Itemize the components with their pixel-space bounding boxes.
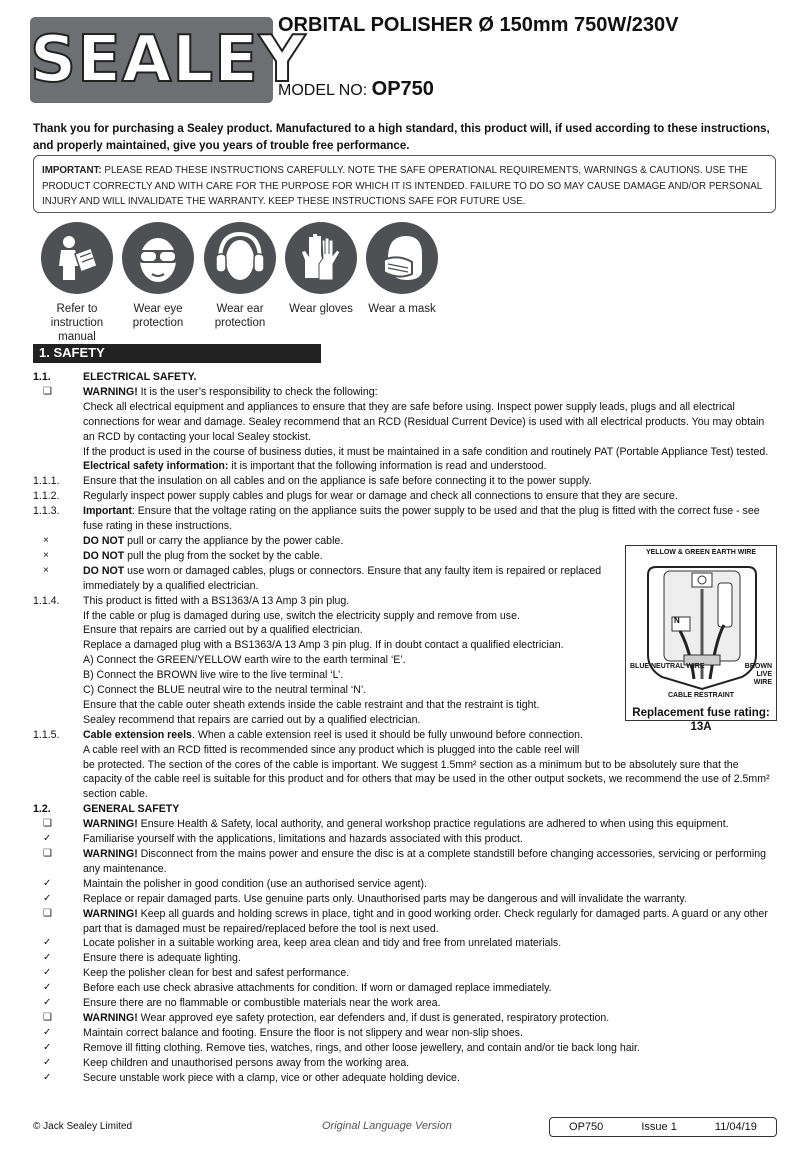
line-text: . When a cable extension reel is used it should be fully unwound before connection. <box>191 728 583 741</box>
section-heading-safety: 1. SAFETY <box>33 344 321 363</box>
line-text: Keep the polisher clean for best and safest performance. <box>83 967 350 980</box>
line-text: B) Connect the BROWN live wire to the live terminal ‘L’. <box>83 669 344 682</box>
ppe-manual <box>37 222 117 344</box>
logo-text: SEALEY <box>30 23 307 97</box>
item-number: 1.1.2. <box>33 490 60 503</box>
line-text: Keep all guards and holding screws in place, tight and in good working order. Check regularly for damaged parts. A guard or any other part that is damaged must be repaired/replaced before the tool is next used. <box>83 907 768 935</box>
instruction-line <box>33 698 611 713</box>
lead-text: Cable extension reels <box>83 728 192 741</box>
lead-text: WARNING! <box>83 907 138 920</box>
instruction-line <box>33 623 611 638</box>
instruction-line <box>33 758 777 803</box>
line-text: GENERAL SAFETY <box>83 803 180 816</box>
line-text: Sealey recommend that repairs are carried out by a qualified electrician. <box>83 713 421 726</box>
instruction-line <box>33 459 777 474</box>
line-text: It is the user’s responsibility to check the following: <box>137 385 378 398</box>
instruction-line <box>33 907 777 937</box>
section-subheading <box>33 370 777 385</box>
item-number: 1.1.4. <box>33 594 60 607</box>
instruction-line <box>33 385 777 400</box>
checkbox-icon: ❑ <box>43 818 52 830</box>
checkbox-icon: ❑ <box>43 385 52 397</box>
line-text: If the product is used in the course of business duties, it must be maintained in a safe condition and routinely PAT (Portable Appliance Test) tested. <box>83 445 769 458</box>
ppe-gloves <box>281 222 361 316</box>
instruction-line <box>33 713 611 728</box>
ppe-icons <box>37 222 457 342</box>
line-text: it is important that the following information is read and understood. <box>228 460 547 473</box>
footer-version: Original Language Version <box>322 1120 452 1132</box>
ppe-eye <box>118 222 198 330</box>
check-icon: ✓ <box>43 982 52 994</box>
item-number: 1.2. <box>33 803 51 816</box>
line-text: Ensure there are no flammable or combustible materials near the work area. <box>83 997 441 1010</box>
checkbox-icon: ❑ <box>43 1011 52 1023</box>
instruction-line <box>33 400 777 445</box>
gloves-icon <box>285 222 357 294</box>
line-text: pull the plug from the socket by the cable. <box>124 549 323 562</box>
instruction-line <box>33 1011 777 1026</box>
instruction-line <box>33 564 611 594</box>
line-text: Wear approved eye safety protection, ear defenders and, if dust is generated, respiratory protection. <box>137 1011 610 1024</box>
model-label: MODEL NO: <box>278 82 372 99</box>
check-icon: ✓ <box>43 1056 52 1068</box>
plug-wiring-diagram <box>625 545 777 733</box>
svg-text:N: N <box>674 616 680 625</box>
instruction-line <box>33 1041 777 1056</box>
cable-restraint-label: CABLE RESTRAINT <box>667 692 735 699</box>
fuse-rating-caption: Replacement fuse rating: 13A <box>632 707 770 733</box>
cross-icon: × <box>43 564 49 576</box>
instruction-line <box>33 549 611 564</box>
line-text: Keep children and unauthorised persons away from the working area. <box>83 1056 410 1069</box>
line-text: If the cable or plug is damaged during use, switch the electricity supply and remove from use. <box>83 609 520 622</box>
footer-model: OP750 <box>569 1121 604 1133</box>
instruction-line <box>33 892 777 907</box>
lead-text: DO NOT <box>83 549 125 562</box>
check-icon: ✓ <box>43 877 52 889</box>
important-text: PLEASE READ THESE INSTRUCTIONS CAREFULLY. NOTE THE SAFE OPERATIONAL REQUIREMENTS, WARNINGS & CAUTIONS. USE THE PRODUCT CORRECTLY AND WITH CARE FOR THE PURPOSE FOR WHICH IT IS INTENDED. FAILURE TO DO SO MAY CAUSE DAMAGE AND/OR PERSONAL INJURY AND WILL INVALIDATE THE WARRANTY. KEEP THESE INSTRUCTIONS SAFE FOR FUTURE USE. <box>42 165 762 207</box>
instruction-line <box>33 936 777 951</box>
check-icon: ✓ <box>43 1041 52 1053</box>
model-number <box>278 78 434 101</box>
footer-date: 11/04/19 <box>714 1121 757 1133</box>
intro-thanks: Thank you for purchasing a Sealey product. Manufactured to a high standard, this product will, if used according to these instructions, and properly maintained, give you years of trouble free performance. <box>33 123 770 152</box>
ppe-label: Refer to instruction manual <box>50 303 104 343</box>
line-text: C) Connect the BLUE neutral wire to the neutral terminal ‘N’. <box>83 684 367 697</box>
check-icon: ✓ <box>43 937 52 949</box>
lead-text: WARNING! <box>83 385 138 398</box>
ppe-label: Wear a mask <box>368 303 436 315</box>
ppe-mask <box>362 222 442 316</box>
footer-copyright: © Jack Sealey Limited <box>33 1121 133 1132</box>
cross-icon: × <box>43 549 49 561</box>
ppe-label: Wear ear protection <box>214 303 266 329</box>
ppe-label: Wear eye protection <box>132 303 184 329</box>
line-text: Check all electrical equipment and appliances to ensure that they are safe before using. Inspect power supply leads, plugs and all electrical connections for wear and damage. Sealey recommend that an RCD (Residual Current Device) is used with all electrical products. You may obtain an RCD by contacting your local Sealey stockist. <box>83 400 765 443</box>
line-text: Replace a damaged plug with a BS1363/A 13 Amp 3 pin plug. If in doubt contact a qualified electrician. <box>83 639 564 652</box>
instruction-line <box>33 743 611 758</box>
line-text: Maintain the polisher in good condition (use an authorised service agent). <box>83 877 427 890</box>
product-title: ORBITAL POLISHER Ø 150mm 750W/230V <box>278 14 679 36</box>
ppe-ear <box>200 222 280 330</box>
line-text: Ensure Health & Safety, local authority, and general workshop practice regulations are adhered to when using this equipment. <box>137 818 729 831</box>
lead-text: Important <box>83 505 132 518</box>
lead-text: DO NOT <box>83 564 125 577</box>
model-value: OP750 <box>371 78 434 100</box>
instruction-line <box>33 832 777 847</box>
ppe-label: Wear gloves <box>289 303 353 315</box>
instruction-line <box>33 1026 777 1041</box>
item-number: 1.1. <box>33 371 51 383</box>
line-text: Locate polisher in a suitable working area, keep area clean and tidy and free from unrelated materials. <box>83 937 562 950</box>
lead-text: WARNING! <box>83 1011 138 1024</box>
instruction-line <box>33 474 777 489</box>
check-icon: ✓ <box>43 1071 52 1083</box>
check-icon: ✓ <box>43 967 52 979</box>
line-text: ELECTRICAL SAFETY. <box>83 371 197 383</box>
check-icon: ✓ <box>43 833 52 845</box>
line-text: Ensure that repairs are carried out by a qualified electrician. <box>83 624 363 637</box>
line-text: use worn or damaged cables, plugs or connectors. Ensure that any faulty item is repaired or replaced immediately by a qualified electrician. <box>83 564 602 592</box>
instruction-line <box>33 653 611 668</box>
line-text: Ensure that the insulation on all cables and on the appliance is safe before connecting it to the power supply. <box>83 475 592 488</box>
goggles-icon <box>122 222 194 294</box>
instruction-line <box>33 817 777 832</box>
line-text: Replace or repair damaged parts. Use genuine parts only. Unauthorised parts may be dangerous and will invalidate the warranty. <box>83 892 687 905</box>
important-notice <box>33 155 776 213</box>
line-text: Familiarise yourself with the applications, limitations and hazards associated with this product. <box>83 833 523 846</box>
line-text: Remove ill fitting clothing. Remove ties, watches, rings, and other loose jewellery, and contain and/or tie back long hair. <box>83 1041 640 1054</box>
instruction-line <box>33 981 777 996</box>
instruction-line <box>33 683 611 698</box>
ear-defenders-icon <box>204 222 276 294</box>
instruction-line <box>33 966 777 981</box>
section-subheading <box>33 802 777 817</box>
line-text: Maintain correct balance and footing. Ensure the floor is not slippery and wear non-slip shoes. <box>83 1026 523 1039</box>
check-icon: ✓ <box>43 952 52 964</box>
line-text: Ensure there is adequate lighting. <box>83 952 241 965</box>
line-text: pull or carry the appliance by the power cable. <box>124 534 344 547</box>
mask-icon <box>366 222 438 294</box>
live-wire-label: BROWN LIVE WIRE <box>744 663 772 686</box>
footer-model-box <box>549 1117 777 1137</box>
instruction-line <box>33 1056 777 1071</box>
lead-text: Electrical safety information: <box>83 460 229 473</box>
line-text: This product is fitted with a BS1363/A 13 Amp 3 pin plug. <box>83 594 350 607</box>
instruction-line <box>33 609 611 624</box>
line-text: Ensure that the cable outer sheath extends inside the cable restraint and that the restraint is tight. <box>83 698 540 711</box>
instruction-line <box>33 594 611 609</box>
instruction-line <box>33 668 611 683</box>
instruction-line <box>33 1071 777 1086</box>
instruction-line <box>33 489 777 504</box>
instruction-line <box>33 847 777 877</box>
instruction-line <box>33 638 611 653</box>
instruction-line <box>33 728 611 743</box>
instruction-line <box>33 951 777 966</box>
lead-text: DO NOT <box>83 534 125 547</box>
instruction-line <box>33 996 777 1011</box>
checkbox-icon: ❑ <box>43 907 52 919</box>
line-text: Before each use check abrasive attachments for condition. If worn or damaged replace immediately. <box>83 982 552 995</box>
line-text: A cable reel with an RCD fitted is recommended since any product which is plugged into the cable reel will <box>83 743 580 756</box>
lead-text: WARNING! <box>83 818 138 831</box>
neutral-wire-label: BLUE NEUTRAL WIRE <box>630 663 705 670</box>
lead-text: WARNING! <box>83 848 138 860</box>
check-icon: ✓ <box>43 997 52 1009</box>
line-text: be protected. The section of the cores of the cable is important. We suggest 1.5mm² section as a minimum but to be absolutely sure that the capacity of the cable reel is suitable for this product and for others that may be used in the other output sockets, we recommend the use of 2.5mm² section cable. <box>83 758 770 801</box>
instruction-line <box>33 534 611 549</box>
important-label: IMPORTANT: <box>42 165 102 176</box>
line-text: Regularly inspect power supply cables and plugs for wear or damage and check all connections to ensure that they are secure. <box>83 490 678 503</box>
line-text: : Ensure that the voltage rating on the appliance suits the power supply to be used and that the plug is fitted with the correct fuse - see fuse rating in these instructions. <box>83 505 760 533</box>
line-text: Secure unstable work piece with a clamp, vice or other adequate holding device. <box>83 1071 460 1084</box>
sealey-logo <box>30 17 307 103</box>
instruction-line <box>33 445 777 460</box>
line-text: A) Connect the GREEN/YELLOW earth wire to the earth terminal ‘E’. <box>83 654 406 667</box>
cross-icon: × <box>43 534 49 546</box>
check-icon: ✓ <box>43 1026 52 1038</box>
item-number: 1.1.5. <box>33 728 60 741</box>
instruction-line <box>33 504 777 534</box>
line-text: Disconnect from the mains power and ensure the disc is at a complete standstill before changing accessories, servicing or performing any maintenance. <box>83 848 767 875</box>
item-number: 1.1.3. <box>33 505 60 518</box>
checkbox-icon: ❑ <box>43 848 52 859</box>
instruction-line <box>33 877 777 892</box>
earth-wire-label: YELLOW & GREEN EARTH WIRE <box>645 549 757 556</box>
manual-icon <box>41 222 113 294</box>
item-number: 1.1.1. <box>33 475 60 488</box>
check-icon: ✓ <box>43 892 52 904</box>
footer-issue: Issue 1 <box>641 1121 677 1133</box>
